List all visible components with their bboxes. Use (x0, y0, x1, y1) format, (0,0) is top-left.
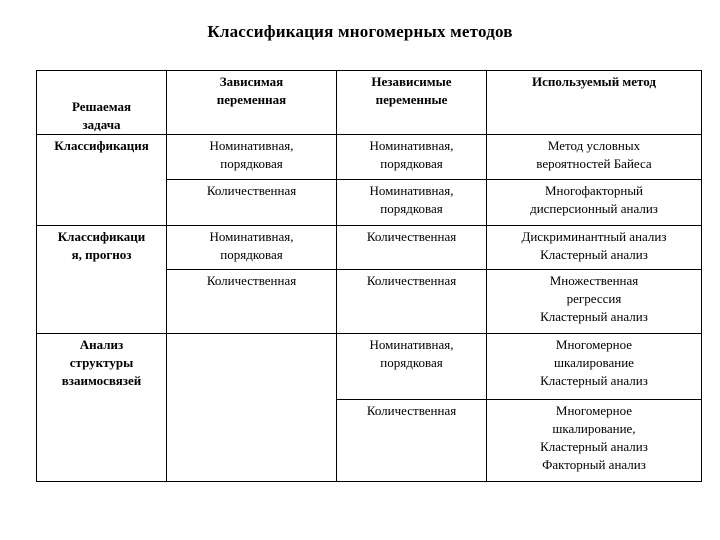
row-method: Метод условных вероятностей Байеса (487, 135, 702, 180)
row-method: Множественная регрессия Кластерный анализ (487, 270, 702, 334)
row-dependent: Номинативная, порядковая (167, 135, 337, 180)
row-independent: Количественная (337, 226, 487, 270)
row-task: Классификаци я, прогноз (37, 226, 167, 270)
row-dependent (167, 334, 337, 400)
table-row (37, 135, 702, 180)
row-task: Анализ структуры взаимосвязей (37, 334, 167, 400)
row-independent: Количественная (337, 270, 487, 334)
row-independent: Номинативная, порядковая (337, 135, 487, 180)
row-task (37, 180, 167, 226)
row-method: Дискриминантный анализ Кластерный анализ (487, 226, 702, 270)
row-method: Многофакторный дисперсионный анализ (487, 180, 702, 226)
table-row (37, 270, 702, 334)
row-dependent: Номинативная, порядковая (167, 226, 337, 270)
methods-table (36, 70, 702, 482)
table-row (37, 226, 702, 270)
table-row (37, 334, 702, 400)
table-row (37, 400, 702, 482)
header-independent: Независимые переменные (337, 71, 487, 135)
row-independent: Номинативная, порядковая (337, 180, 487, 226)
row-method: Многомерное шкалирование, Кластерный анализ Факторный анализ (487, 400, 702, 482)
row-dependent: Количественная (167, 180, 337, 226)
row-task: Классификация (37, 135, 167, 180)
row-independent: Количественная (337, 400, 487, 482)
row-independent: Номинативная, порядковая (337, 334, 487, 400)
header-method: Используемый метод (487, 71, 702, 135)
header-dependent: Зависимая переменная (167, 71, 337, 135)
row-task (37, 400, 167, 482)
page-title: Классификация многомерных методов (207, 22, 513, 41)
table-row (37, 180, 702, 226)
row-dependent: Количественная (167, 270, 337, 334)
row-dependent (167, 400, 337, 482)
header-task: Решаемая задача (37, 71, 167, 135)
table-header-row (37, 71, 702, 135)
row-task (37, 270, 167, 334)
row-method: Многомерное шкалирование Кластерный анализ (487, 334, 702, 400)
